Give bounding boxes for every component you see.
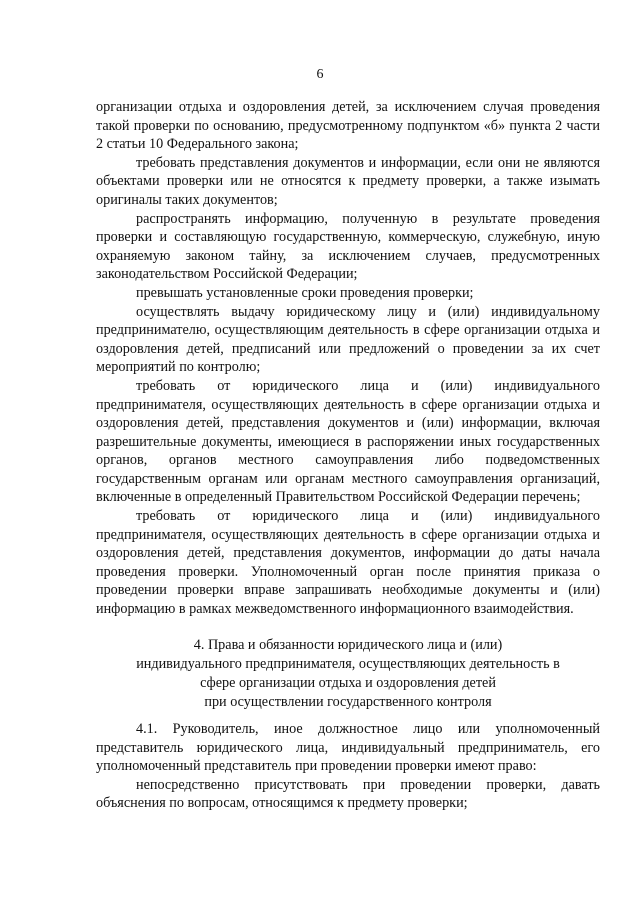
paragraph-right-attend: непосредственно присутствовать при проведении проверки, давать объяснения по вопросам, относящимся к предмету проверки; (96, 776, 600, 812)
paragraph-continuation: организации отдыха и оздоровления детей, за исключением случая проведения такой проверки по основанию, предусмотренному подпунктом «б» пункта 2 части 2 статьи 10 Федерального закона; (96, 99, 600, 153)
paragraph-secret-information: распространять информацию, полученную в результате проведения проверки и составляющую государственную, коммерческую, служебную, иную охраняемую законом тайну, за исключением случаев, предусмотренных законодательством Российской Федерации; (96, 210, 600, 283)
paragraph-time-limits: превышать установленные сроки проведения проверки; (136, 284, 474, 301)
paragraph-before-inspection: требовать от юридического лица и (или) индивидуального предпринимателя, осуществляющих деятельность в сфере организации отдыха и оздоровления детей, представления документов, информации до даты начала проведения проверки. Уполномоченный орган после принятия приказа о проведении проверки вправе запрашивать необходимые документы и (или) информацию в рамках межведомственного информационного взаимодействия. (96, 508, 600, 618)
body-text-bottom (96, 720, 600, 813)
section-heading-line: 4. Права и обязанности юридического лица и (или) (193, 637, 503, 653)
section-heading-line: индивидуального предпринимателя, осуществляющих деятельность в (136, 656, 560, 672)
section-heading (96, 636, 600, 712)
paragraph-state-documents: требовать от юридического лица и (или) индивидуального предпринимателя, осуществляющих деятельность в сфере организации отдыха и оздоровления детей, представления документов и (или) информации, включая разрешительные документы, имеющиеся в распоряжении иных государственных органов, органов местного самоуправления либо подведомственных государственным органам или органам местного самоуправления организаций, включенные в определенный Правительством Российской Федерации перечень; (96, 377, 600, 506)
body-text-top (96, 98, 600, 619)
paragraph-prescriptions: осуществлять выдачу юридическому лицу и (или) индивидуальному предпринимателю, осуществляющим деятельность в сфере организации отдыха и оздоровления детей, предписаний или предложений о проведении за их счет мероприятий по контролю; (96, 303, 600, 376)
page-number: 6 (316, 67, 324, 82)
paragraph-documents-request: требовать представления документов и информации, если они не являются объектами проверки или не относятся к предмету проверки, а также изымать оригиналы таких документов; (96, 154, 600, 208)
section-heading-line: при осуществлении государственного контроля (204, 694, 492, 710)
paragraph-rights-intro: 4.1. Руководитель, иное должностное лицо или уполномоченный представитель юридического лица, индивидуальный предприниматель, его уполномоченный представитель при проведении проверки имеют право: (96, 721, 600, 775)
section-heading-line: сфере организации отдыха и оздоровления детей (200, 675, 496, 691)
